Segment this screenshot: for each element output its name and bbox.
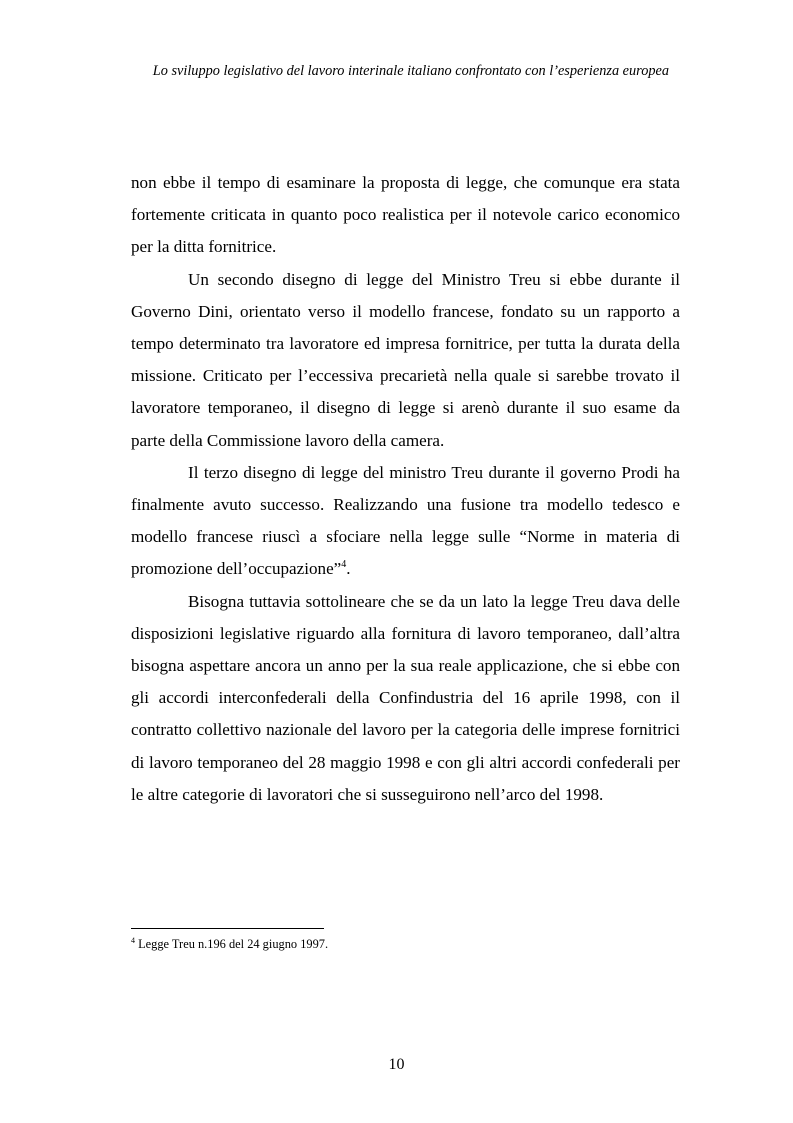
body-text	[131, 167, 680, 811]
footnote	[131, 935, 680, 953]
paragraph: Bisogna tuttavia sottolineare che se da un lato la legge Treu dava delle disposizioni legislative riguardo alla fornitura di lavoro temporaneo, dall’altra bisogna aspettare ancora un anno per la sua reale applicazione, che si ebbe con gli accordi interconfederali della Confindustria del 16 aprile 1998, con il contratto collettivo nazionale del lavoro per la categoria delle imprese fornitrici di lavoro temporaneo del 28 maggio 1998 e con gli altri accordi confederali per le altre categorie di lavoratori che si susseguirono nell’arco del 1998.	[131, 591, 680, 804]
running-header: Lo sviluppo legislativo del lavoro interinale italiano confrontato con l’esperienza europea	[152, 63, 669, 79]
footnote-reference[interactable]: 4	[341, 559, 347, 571]
paragraph-end: .	[346, 559, 351, 579]
paragraph: Un secondo disegno di legge del Ministro Treu si ebbe durante il Governo Dini, orientato verso il modello francese, fondato su un rapporto a tempo determinato tra lavoratore ed impresa fornitrice, per tutta la durata della missione. Criticato per l’eccessiva precarietà nella quale si sarebbe trovato il lavoratore temporaneo, il disegno di legge si arenò durante il suo esame da parte della Commissione lavoro della camera.	[131, 269, 680, 450]
footnote-text: Legge Treu n.196 del 24 giugno 1997.	[135, 937, 329, 951]
page-number: 10	[388, 1056, 405, 1073]
footnote-number: 4	[131, 936, 135, 945]
paragraph-with-footnote	[131, 457, 680, 586]
paragraph: non ebbe il tempo di esaminare la proposta di legge, che comunque era stata fortemente criticata in quanto poco realistica per il notevole carico economico per la ditta fornitrice.	[131, 173, 680, 257]
paragraph-text: Il terzo disegno di legge del ministro Treu durante il governo Prodi ha finalmente avuto successo. Realizzando una fusione tra modello tedesco e modello francese riuscì a sfociare nella legge sulle “Norme in materia di promozione dell’occupazione”	[131, 462, 680, 579]
footnote-separator	[131, 928, 324, 929]
